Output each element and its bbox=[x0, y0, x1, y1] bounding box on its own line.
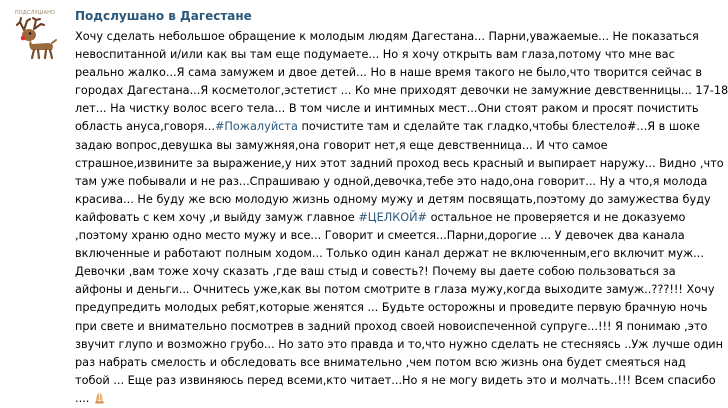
post-line: предупредить молодых ребят,которые женятся ... Будьте осторожны и проведите первую брачную ночь bbox=[75, 301, 708, 315]
post-line-with-hashtag bbox=[75, 118, 700, 136]
post-line: айфоны и деньги... Очнитесь уже,как вы потом смотрите в глаза мужу,когда выходите замуж..???!!! Хочу bbox=[75, 283, 715, 297]
post-line-text: кайфовать с кем хочу ,и выйду замуж главное bbox=[75, 210, 355, 224]
post-line-text: .... bbox=[75, 391, 90, 405]
post-line-text: почистите там и сделайте так гладко,чтобы блестело#...Я в шоке bbox=[297, 120, 700, 134]
post-line: включенные и работают полным ходом... Только один канал держат не включенным,его включит муж... bbox=[75, 247, 704, 261]
post-line: ,поэтому храню одно место мужу и все... Говорит и смеется...Парни,дорогие ... У девочек два канала bbox=[75, 229, 685, 243]
post-line: раз набрать смелость и обследовать все внимательно ,чем потом всю жизнь она будет смеяться над bbox=[75, 355, 686, 369]
post-line-text: остальное не проверяется и не доказуемо bbox=[427, 210, 686, 224]
post-line: задаю вопрос,девушка вы замужняя,она говорит нет,я еще девственница... И что самое bbox=[75, 138, 608, 152]
praying-hands-emoji-icon bbox=[93, 391, 106, 404]
post-line: тобой ... Еще раз извиняюсь перед всеми,кто читает...Но я не могу видеть это и молчать..!!! Всем спасибо bbox=[75, 373, 716, 387]
group-avatar[interactable] bbox=[10, 10, 60, 60]
post-line: Девочки ,вам тоже хочу сказать ,где ваш стыд и совесть?! Почему вы даете собою пользоваться за bbox=[75, 265, 676, 279]
post-line: там уже побывали и не раз...Спрашиваю у одной,девочка,тебе это надо,она говорит... Ну а что,я молода bbox=[75, 174, 708, 188]
group-name-link[interactable]: Подслушано в Дагестане bbox=[75, 9, 252, 23]
hashtag-link-pozhaluysta[interactable]: #Пожалуйста bbox=[214, 120, 298, 134]
post-line: невоспитанной и/или как вы там еще подумаете... Но я хочу открыть вам глаза,потому что мне вас bbox=[75, 48, 675, 62]
post-line-with-hashtag bbox=[75, 209, 686, 227]
post-line: красива... Не буду же всю молодую жизнь одному мужу и детям посвящать,поэтому до замужества буду bbox=[75, 192, 711, 206]
avatar-caption: ПОДСЛУШАНО bbox=[14, 10, 56, 16]
post-line: лет... На чистку волос всего тела... В том числе и интимных мест...Они стоят раком и просят почистить bbox=[75, 102, 699, 116]
post-line-text: область ануса,говоря... bbox=[75, 120, 215, 134]
post-line: городах Дагестана...Я косметолог,эстетист ... Ко мне приходят девочки не замужние девственницы... 17-18 bbox=[75, 84, 728, 98]
post-line: страшное,извините за выражение,у них этот задний проход весь красный и выпирает наружу... Видно ,что bbox=[75, 156, 724, 170]
post-text bbox=[75, 28, 728, 408]
post-line: Хочу сделать небольшое обращение к молодым людям Дагестана... Парни,уважаемые... Не показаться bbox=[75, 30, 699, 43]
post-line: при свете и внимательно посмотрев в задний проход своей новоиспеченной супруге...!!! Я понимаю ,это bbox=[75, 319, 708, 333]
post-line-last bbox=[75, 390, 635, 408]
hashtag-link-tselkoy[interactable]: #ЦЕЛКОЙ# bbox=[358, 210, 428, 224]
post-line: реально жалко...Я сама замужем и двое детей... Но в наше время такого не было,что творится сейчас в bbox=[75, 66, 702, 80]
post-line: звучит глупо и возможно грубо... Но зато это правда и то,что нужно сделать не стесняясь ..Уж лучше один bbox=[75, 337, 723, 351]
deer-icon bbox=[10, 16, 60, 60]
